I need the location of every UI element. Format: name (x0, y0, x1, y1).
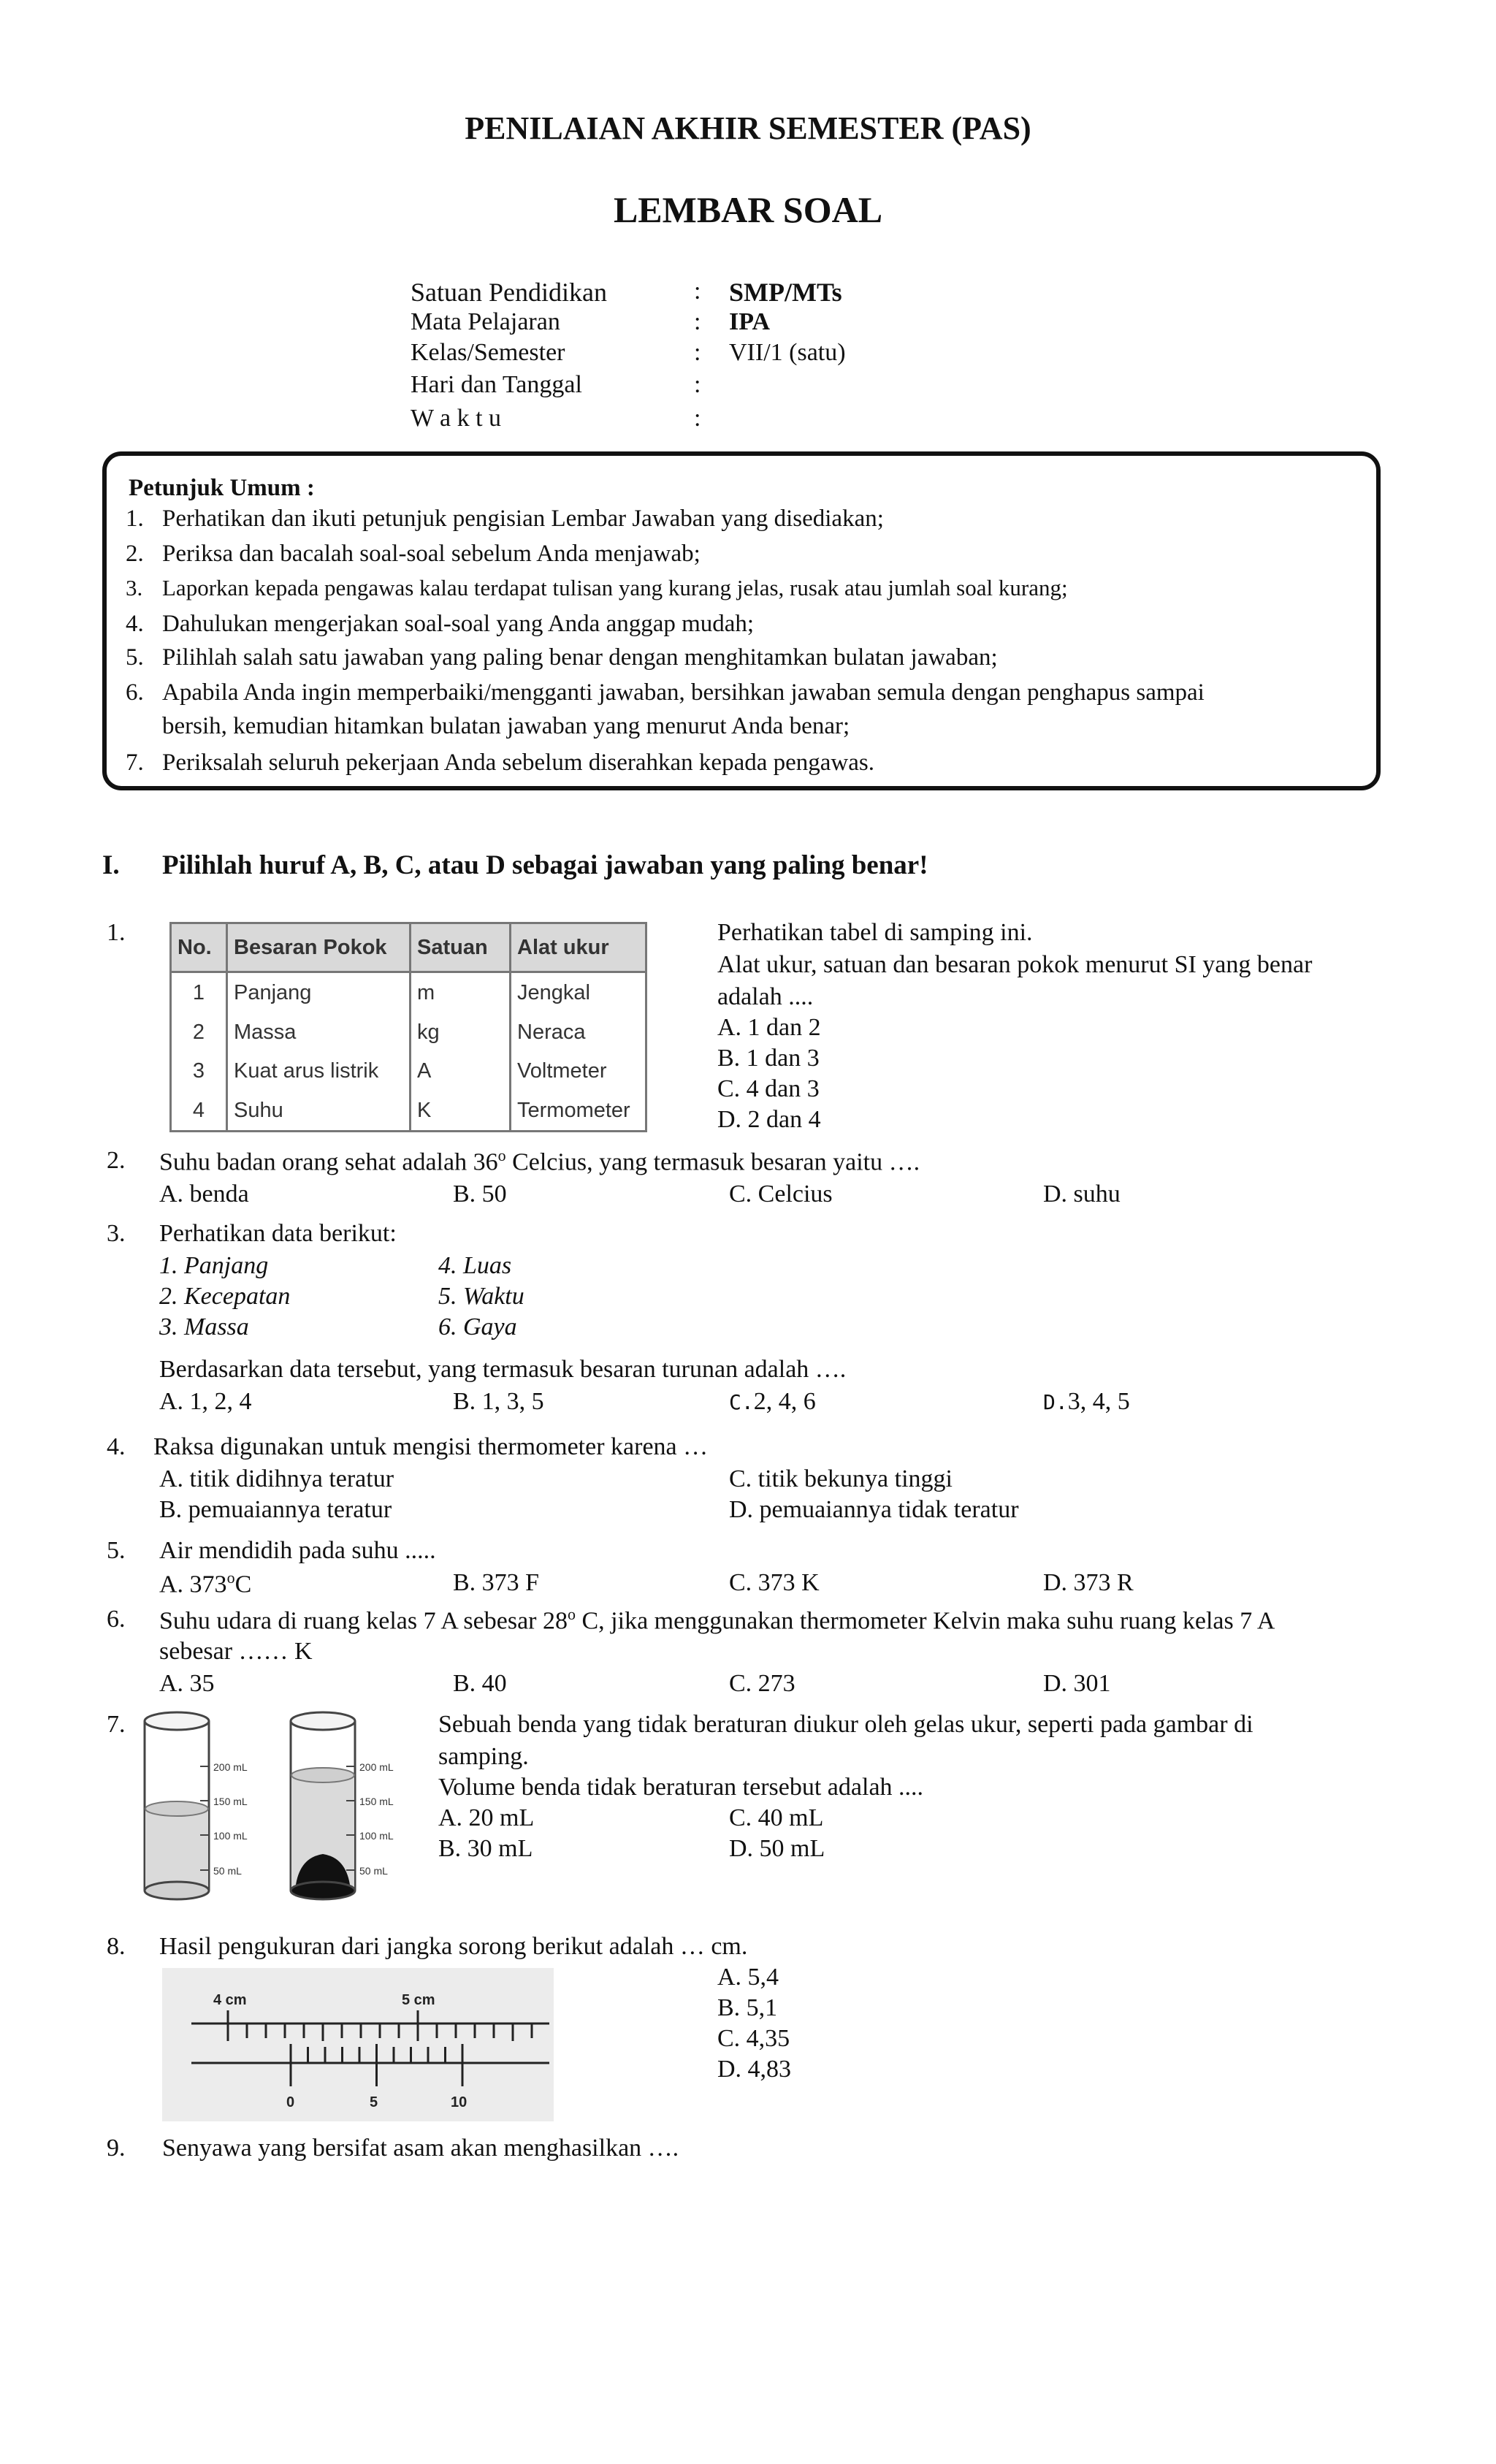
q3-question: Berdasarkan data tersebut, yang termasuk besaran turunan adalah …. (159, 1356, 847, 1383)
q5-option-a: A. 373$^o$C (159, 1568, 252, 1598)
q8-option-a: A. 5,4 (717, 1964, 779, 1991)
table-row: 2 Massa kg Neraca (171, 1012, 646, 1052)
question-number: 4. (107, 1433, 126, 1460)
instruction-item: 5. Pilihlah salah satu jawaban yang paling benar dengan menghitamkan bulatan jawaban; (126, 644, 998, 671)
q4-option-b: B. pemuaiannya teratur (159, 1496, 392, 1523)
q2-option-a: A. benda (159, 1180, 249, 1208)
q6-stem-cont: sebesar …… K (159, 1638, 313, 1665)
q3-data-item: 4. Luas (438, 1252, 512, 1279)
q3-data-item: 5. Waktu (438, 1283, 524, 1310)
q6-option-a: A. 35 (159, 1670, 215, 1697)
q1-table (169, 922, 647, 1132)
identity-colon: : (694, 278, 701, 305)
q7-text: Volume benda tidak beraturan tersebut adalah .... (438, 1774, 924, 1801)
q3-data-item: 2. Kecepatan (159, 1283, 291, 1310)
q3-data-item: 3. Massa (159, 1313, 249, 1340)
q3-option-b: B. 1, 3, 5 (453, 1388, 544, 1415)
section-heading: I. Pilihlah huruf A, B, C, atau D sebagai jawaban yang paling benar! (102, 850, 928, 880)
q3-stem: Perhatikan data berikut: (159, 1220, 397, 1247)
q4-option-a: A. titik didihnya teratur (159, 1465, 394, 1492)
identity-value: VII/1 (satu) (729, 339, 846, 366)
q7-option-a: A. 20 mL (438, 1804, 535, 1831)
cylinder-scale-label: 50 mL (213, 1865, 242, 1877)
identity-value: IPA (729, 308, 771, 335)
table-header: No. (171, 923, 227, 972)
q3-data-item: 1. Panjang (159, 1252, 269, 1279)
main-scale-label: 4 cm (213, 1992, 247, 2008)
identity-colon: : (694, 339, 701, 366)
q6-option-c: C. 273 (729, 1670, 795, 1697)
q5-option-c: C. 373 K (729, 1569, 820, 1596)
question-number: 6. (107, 1606, 126, 1633)
q1-text: Perhatikan tabel di samping ini. (717, 919, 1033, 946)
q1-text: Alat ukur, satuan dan besaran pokok menurut SI yang benar (717, 951, 1313, 978)
question-number: 3. (107, 1220, 126, 1247)
identity-label: Mata Pelajaran (411, 308, 560, 335)
cylinder-scale-label: 200 mL (213, 1761, 248, 1773)
q7-option-d: D. 50 mL (729, 1835, 825, 1862)
q4-option-c: C. titik bekunya tinggi (729, 1465, 953, 1492)
q1-option-c: C. 4 dan 3 (717, 1075, 820, 1102)
instructions-box (102, 451, 1381, 790)
q6-option-b: B. 40 (453, 1670, 507, 1697)
q7-option-b: B. 30 mL (438, 1835, 533, 1862)
q2-option-d: D. suhu (1043, 1180, 1121, 1208)
q3-option-c: C.2, 4, 6 (729, 1388, 816, 1415)
cylinder-scale-label: 100 mL (213, 1830, 248, 1842)
table-header: Alat ukur (511, 923, 646, 972)
instruction-item: 2. Periksa dan bacalah soal-soal sebelum Anda menjawab; (126, 541, 701, 567)
cylinder-scale-label: 50 mL (359, 1865, 388, 1877)
q8-option-d: D. 4,83 (717, 2056, 792, 2083)
question-number: 9. (107, 2135, 126, 2162)
q2-option-c: C. Celcius (729, 1180, 833, 1208)
q7-option-c: C. 40 mL (729, 1804, 824, 1831)
main-scale-label: 5 cm (402, 1992, 435, 2008)
q2-stem: Suhu badan orang sehat adalah 36$^o$ Celcius, yang termasuk besaran yaitu …. (159, 1146, 920, 1176)
q6-stem: Suhu udara di ruang kelas 7 A sebesar 28$^o$ C, jika menggunakan thermometer Kelvin maka suhu ruang kelas 7 A (159, 1605, 1275, 1635)
question-number: 7. (107, 1711, 126, 1738)
q4-option-d: D. pemuaiannya tidak teratur (729, 1496, 1019, 1523)
identity-colon: : (694, 371, 701, 398)
cylinder-scale-label: 150 mL (213, 1796, 248, 1807)
identity-label: W a k t u (411, 405, 502, 432)
instruction-item-continued: bersih, kemudian hitamkan bulatan jawaban yang menurut Anda benar; (162, 713, 850, 739)
table-row: 1 Panjang m Jengkal (171, 972, 646, 1012)
cylinder-scale-label: 200 mL (359, 1761, 394, 1773)
identity-colon: : (694, 308, 701, 335)
question-number: 5. (107, 1537, 126, 1564)
instruction-item: 3. Laporkan kepada pengawas kalau terdapat tulisan yang kurang jelas, rusak atau jumlah soal kurang; (126, 575, 1068, 600)
identity-label: Hari dan Tanggal (411, 371, 582, 398)
instruction-item: 7. Periksalah seluruh pekerjaan Anda sebelum diserahkan kepada pengawas. (126, 750, 874, 776)
question-number: 2. (107, 1147, 126, 1174)
vernier-caliper-figure (162, 1968, 554, 2121)
question-number: 8. (107, 1933, 126, 1960)
identity-label: Satuan Pendidikan (411, 278, 607, 307)
instruction-item: 6. Apabila Anda ingin memperbaiki/mengganti jawaban, bersihkan jawaban semula dengan penghapus sampai (126, 679, 1205, 706)
instruction-item: 4. Dahulukan mengerjakan soal-soal yang Anda anggap mudah; (126, 611, 755, 637)
q1-text: adalah .... (717, 983, 814, 1010)
cylinder-left (145, 1712, 248, 1899)
vernier-label: 10 (451, 2094, 468, 2110)
q7-text: Sebuah benda yang tidak beraturan diukur oleh gelas ukur, seperti pada gambar di (438, 1711, 1253, 1738)
question-number: 1. (107, 919, 126, 946)
water-level (145, 1809, 208, 1891)
q3-data-item: 6. Gaya (438, 1313, 517, 1340)
table-row: 3 Kuat arus listrik A Voltmeter (171, 1051, 646, 1091)
graduated-cylinders-figure (139, 1708, 431, 1912)
q9-stem: Senyawa yang bersifat asam akan menghasilkan …. (162, 2135, 679, 2162)
identity-value: SMP/MTs (729, 278, 842, 307)
q5-option-b: B. 373 F (453, 1569, 540, 1596)
q8-stem: Hasil pengukuran dari jangka sorong berikut adalah … cm. (159, 1933, 748, 1960)
table-row: 4 Suhu K Termometer (171, 1091, 646, 1132)
q4-stem: Raksa digunakan untuk mengisi thermometer karena … (153, 1433, 709, 1460)
q3-option-a: A. 1, 2, 4 (159, 1388, 252, 1415)
page-subtitle: LEMBAR SOAL (613, 189, 883, 230)
table-header: Satuan (411, 923, 511, 972)
vernier-label: 5 (370, 2094, 378, 2110)
instruction-item: 1. Perhatikan dan ikuti petunjuk pengisian Lembar Jawaban yang disediakan; (126, 506, 884, 532)
q2-option-b: B. 50 (453, 1180, 507, 1208)
cylinder-scale-label: 150 mL (359, 1796, 394, 1807)
q1-option-d: D. 2 dan 4 (717, 1106, 821, 1133)
q1-option-a: A. 1 dan 2 (717, 1014, 821, 1041)
page-title: PENILAIAN AKHIR SEMESTER (PAS) (465, 110, 1031, 146)
table-header: Besaran Pokok (227, 923, 411, 972)
q5-option-d: D. 373 R (1043, 1569, 1134, 1596)
identity-label: Kelas/Semester (411, 339, 565, 366)
vernier-label: 0 (286, 2094, 295, 2110)
cylinder-right (291, 1712, 394, 1899)
q3-option-d: D.3, 4, 5 (1043, 1388, 1130, 1415)
q8-option-b: B. 5,1 (717, 1994, 778, 2021)
q5-stem: Air mendidih pada suhu ..... (159, 1537, 436, 1564)
q1-option-b: B. 1 dan 3 (717, 1045, 820, 1072)
q7-text: samping. (438, 1743, 529, 1770)
identity-colon: : (694, 405, 701, 432)
q6-option-d: D. 301 (1043, 1670, 1111, 1697)
instructions-title: Petunjuk Umum : (129, 475, 315, 501)
cylinder-scale-label: 100 mL (359, 1830, 394, 1842)
q8-option-c: C. 4,35 (717, 2025, 790, 2052)
